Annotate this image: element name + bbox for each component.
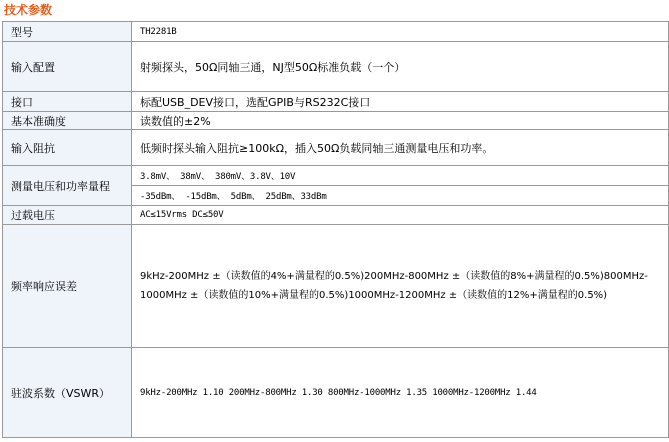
spec-value: 9kHz-200MHz ±（读数值的4%+满量程的0.5%)200MHz-800MHz ±（读数值的8%+满量程的0.5%)800MHz-1000MHz ±（读数值的10%+满量程的0.5%)1000MHz-1200MHz ±（读数值的12%+满量程的0.5%) xyxy=(132,225,669,348)
spec-value-line: -35dBm、 -15dBm、 5dBm、 25dBm、33dBm xyxy=(132,186,669,206)
section-title: 技术参数 xyxy=(4,3,53,17)
spec-value: 低频时探头输入阻抗≥100kΩ，插入50Ω负载同轴三通测量电压和功率。 xyxy=(132,130,669,166)
table-row xyxy=(3,166,669,186)
spec-label: 输入阻抗 xyxy=(3,130,132,166)
spec-value: AC≤15Vrms DC≤50V xyxy=(132,206,669,225)
spec-label: 输入配置 xyxy=(3,42,132,92)
table-row xyxy=(3,22,669,42)
spec-label: 驻波系数（VSWR） xyxy=(3,348,132,438)
spec-value: TH2281B xyxy=(132,22,669,42)
spec-value: 读数值的±2% xyxy=(132,112,669,130)
table-row xyxy=(3,112,669,130)
spec-value: 标配USB_DEV接口，选配GPIB与RS232C接口 xyxy=(132,92,669,112)
table-row xyxy=(3,42,669,92)
spec-value: 9kHz-200MHz 1.10 200MHz-800MHz 1.30 800MHz-1000MHz 1.35 1000MHz-1200MHz 1.44 xyxy=(132,348,669,438)
table-row xyxy=(3,130,669,166)
table-row xyxy=(3,92,669,112)
spec-value-line: 3.8mV、 38mV、 380mV、3.8V、10V xyxy=(132,166,669,186)
table-row xyxy=(3,225,669,348)
table-row xyxy=(3,348,669,438)
spec-value: 射频探头，50Ω同轴三通，NJ型50Ω标准负载（一个） xyxy=(132,42,669,92)
spec-label: 频率响应误差 xyxy=(3,225,132,348)
spec-label: 型号 xyxy=(3,22,132,42)
spec-label: 测量电压和功率量程 xyxy=(3,166,132,206)
spec-label: 过载电压 xyxy=(3,206,132,225)
spec-label: 基本准确度 xyxy=(3,112,132,130)
table-row xyxy=(3,206,669,225)
spec-table xyxy=(2,21,669,438)
spec-label: 接口 xyxy=(3,92,132,112)
